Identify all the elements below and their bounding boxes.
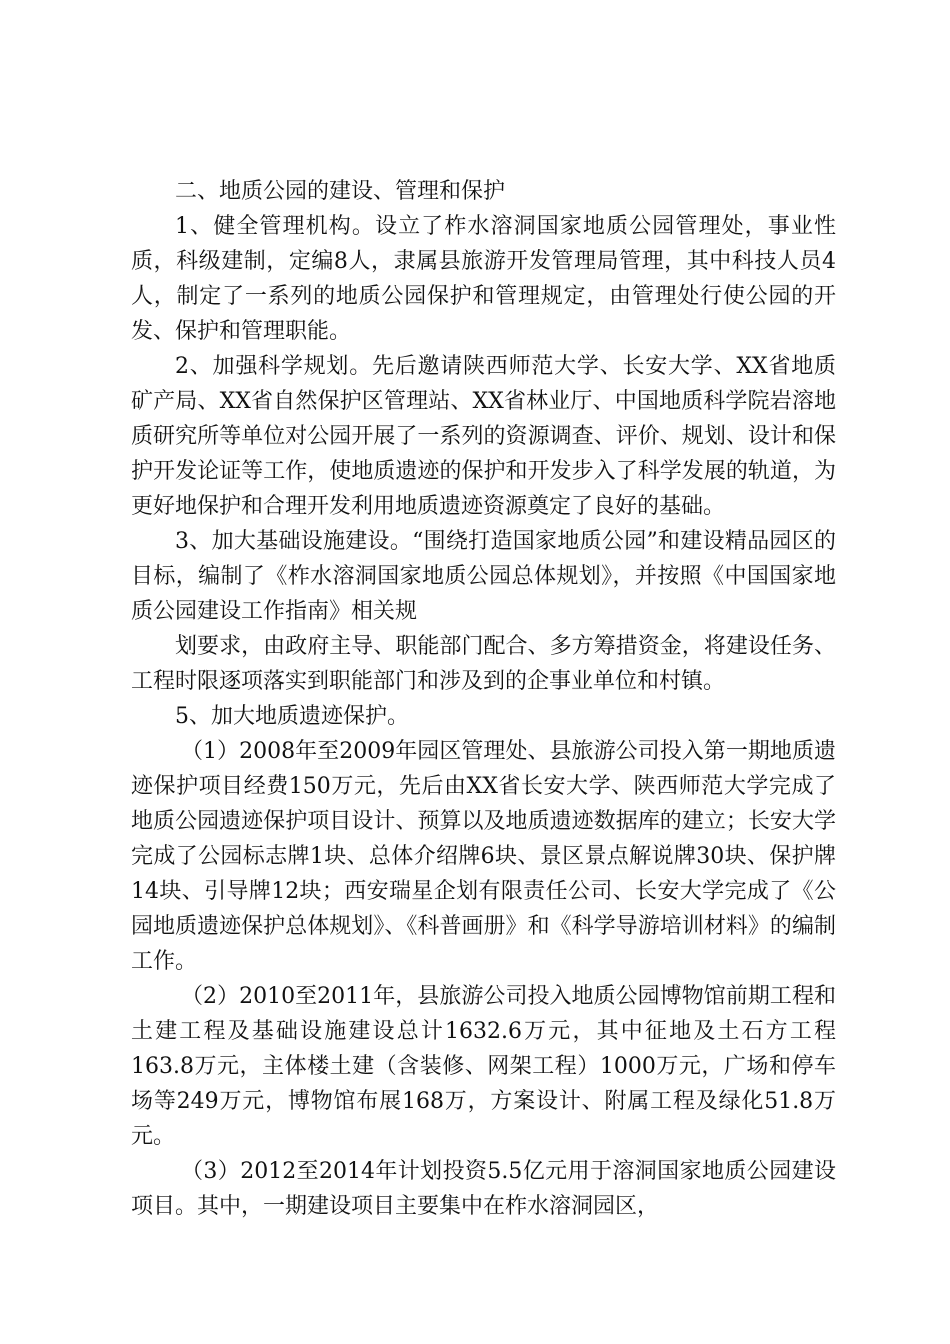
paragraph-item-3: （3）2012至2014年计划投资5.5亿元用于溶洞国家地质公园建设项目。其中，一期建设项目主要集中在柞水溶洞园区， [131, 1159, 836, 1219]
paragraph-scientific-planning: 2、加强科学规划。先后邀请陕西师范大学、长安大学、XX省地质矿产局、XX省自然保护区管理站、XX省林业厅、中国地质科学院岩溶地质研究所等单位对公园开展了一系列的资源调查、评价、规划、设计和保护开发论证等工作，使地质遗迹的保护和开发步入了科学发展的轨道，为更好地保护和合理开发利用地质遗迹资源奠定了良好的基础。 [131, 354, 836, 519]
paragraph-item-2: （2）2010至2011年，县旅游公司投入地质公园博物馆前期工程和土建工程及基础设施建设总计1632.6万元，其中征地及土石方工程163.8万元，主体楼土建（含装修、网架工程）1000万元，广场和停车场等249万元，博物馆布展168万，方案设计、附属工程及绿化51.8万元。 [131, 984, 836, 1149]
paragraph-management-organization: 1、健全管理机构。设立了柞水溶洞国家地质公园管理处，事业性质，科级建制，定编8人，隶属县旅游开发管理局管理，其中科技人员4人，制定了一系列的地质公园保护和管理规定，由管理处行使公园的开发、保护和管理职能。 [131, 214, 836, 344]
paragraph-infrastructure: 3、加大基础设施建设。“围绕打造国家地质公园”和建设精品园区的目标，编制了《柞水溶洞国家地质公园总体规划》，并按照《中国国家地质公园建设工作指南》相关规 [131, 529, 836, 624]
paragraph-geo-heritage-protection: 5、加大地质遗迹保护。 [175, 704, 409, 729]
paragraph-infrastructure-continued: 划要求，由政府主导、职能部门配合、多方筹措资金，将建设任务、工程时限逐项落实到职能部门和涉及到的企事业单位和村镇。 [131, 634, 836, 694]
document-page [131, 174, 836, 1224]
paragraph-item-1: （1）2008年至2009年园区管理处、县旅游公司投入第一期地质遗迹保护项目经费150万元，先后由XX省长安大学、陕西师范大学完成了地质公园遗迹保护项目设计、预算以及地质遗迹数据库的建立；长安大学完成了公园标志牌1块、总体介绍牌6块、景区景点解说牌30块、保护牌14块、引导牌12块；西安瑞星企划有限责任公司、长安大学完成了《公园地质遗迹保护总体规划》、《科普画册》和《科学导游培训材料》的编制工作。 [131, 739, 836, 974]
section-heading: 二、地质公园的建设、管理和保护 [175, 179, 506, 204]
